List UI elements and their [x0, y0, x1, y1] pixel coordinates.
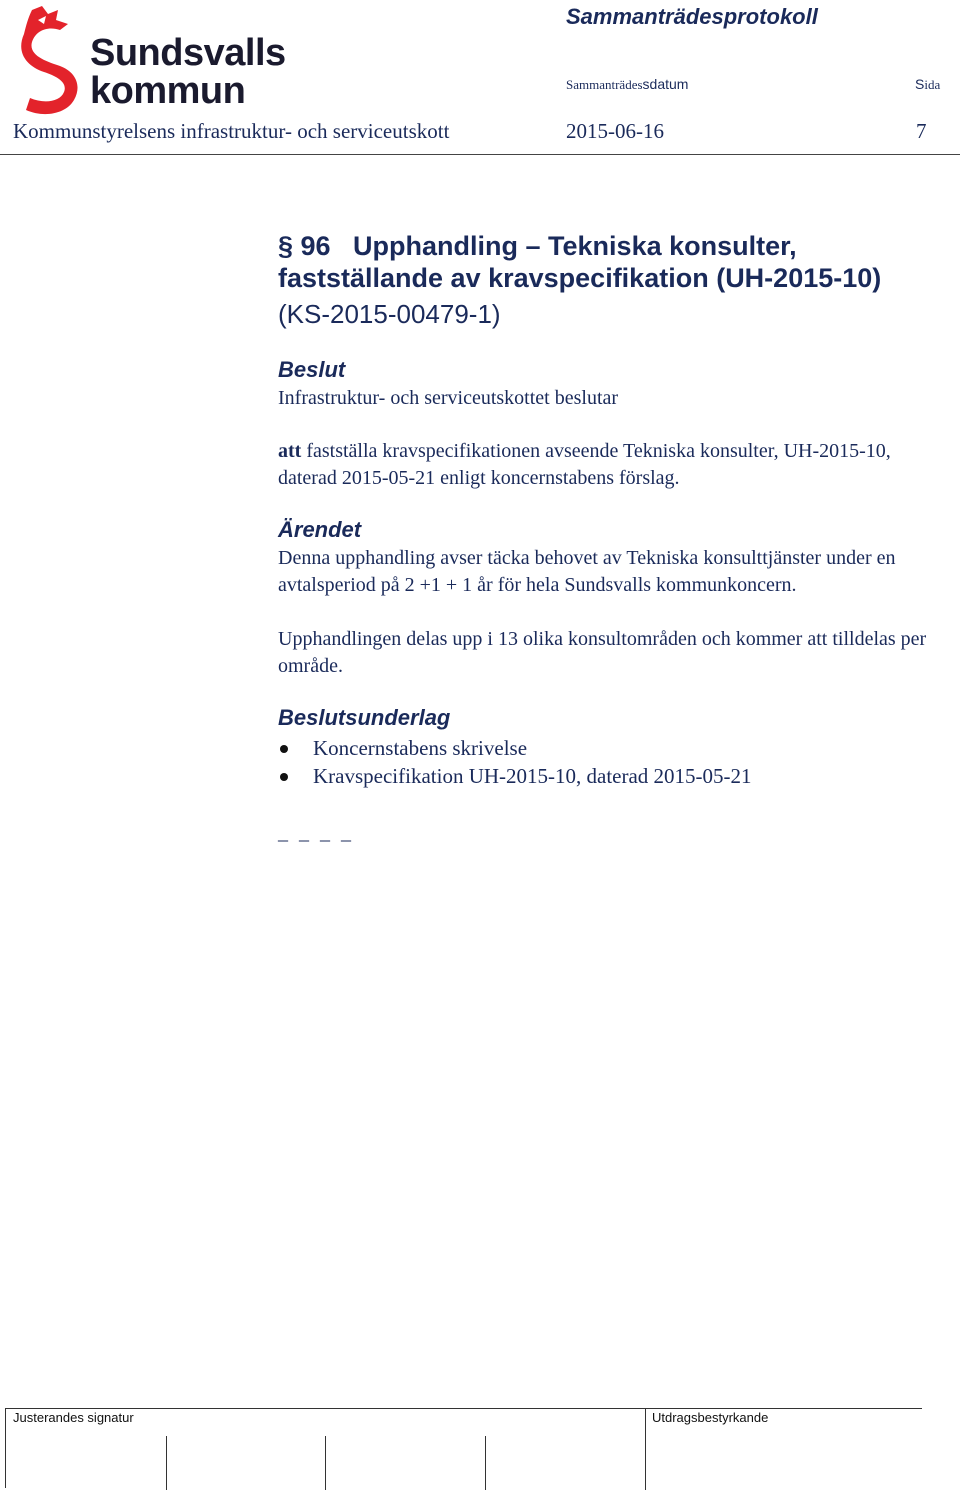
certification-top-line — [646, 1408, 922, 1409]
page-label-rest: ida — [924, 77, 941, 92]
end-marker: _ _ _ _ — [278, 822, 354, 844]
beslut-text — [278, 438, 898, 492]
signature-box-divider — [325, 1436, 326, 1490]
certification-label: Utdragsbestyrkande — [652, 1410, 769, 1425]
logo-line1: Sundsvalls — [90, 32, 286, 74]
sundsvall-dragon-emblem-icon — [18, 4, 88, 120]
committee-name: Kommunstyrelsens infrastruktur- och serviceutskott — [13, 119, 450, 143]
arendet-paragraph-1: Denna upphandling avser täcka behovet av Tekniska konsulttjänster under en avtalsperiod på 2 +1 + 1 år för hela Sundsvalls kommunkoncern. — [278, 547, 896, 596]
att-word: att — [278, 440, 302, 462]
signature-top-line — [5, 1408, 645, 1409]
list-item: Koncernstabens skrivelse — [278, 734, 938, 762]
list-item: Kravspecifikation UH-2015-10, daterad 2015-05-21 — [278, 762, 938, 790]
date-label — [566, 76, 688, 93]
beslut-intro: Infrastruktur- och serviceutskottet beslutar — [278, 387, 619, 409]
title-line1: § 96 Upphandling – Tekniska konsulter, — [278, 231, 797, 261]
document-type: Sammanträdesprotokoll — [566, 4, 818, 29]
page-number: 7 — [916, 119, 927, 143]
section-title — [278, 230, 938, 294]
logo-line2: kommun — [90, 70, 246, 112]
signature-box-divider — [485, 1436, 486, 1490]
title-line2: fastställande av kravspecifikation (UH-2015-10) — [278, 263, 882, 293]
underlag-list — [278, 734, 938, 790]
meeting-date: 2015-06-16 — [566, 119, 664, 143]
beslut-heading: Beslut — [278, 357, 346, 382]
header-divider — [0, 154, 960, 155]
beslut-body: fastställa kravspecifikationen avseende Tekniska konsulter, UH-2015-10, daterad 2015-05-21 enligt koncernstabens förslag. — [278, 440, 891, 489]
signature-box-border — [5, 1408, 6, 1488]
underlag-heading: Beslutsunderlag — [278, 705, 451, 730]
certification-box-border — [645, 1408, 646, 1490]
date-label-sans: sdatum — [642, 76, 689, 92]
page-label-s: S — [915, 76, 925, 92]
case-number: (KS-2015-00479-1) — [278, 299, 501, 329]
sundsvall-logo — [18, 4, 308, 120]
page-label — [915, 76, 940, 93]
date-label-serif: Sammanträdes — [566, 77, 643, 92]
signature-label: Justerandes signatur — [13, 1410, 134, 1425]
signature-box-divider — [166, 1436, 167, 1490]
arendet-heading: Ärendet — [278, 517, 362, 542]
arendet-paragraph-2: Upphandlingen delas upp i 13 olika konsultområden och kommer att tilldelas per område. — [278, 628, 927, 677]
